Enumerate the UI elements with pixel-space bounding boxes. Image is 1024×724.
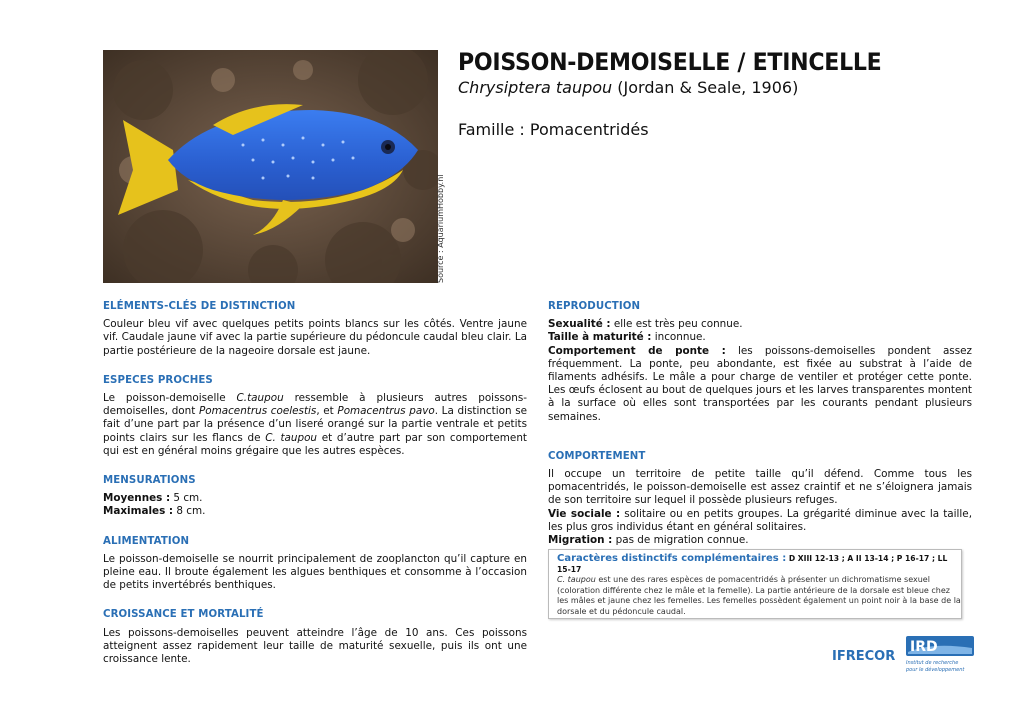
section-especes xyxy=(103,374,527,458)
section-heading: COMPORTEMENT xyxy=(548,450,646,462)
section-heading: ELÉMENTS-CLÉS DE DISTINCTION xyxy=(103,301,296,312)
ifrecor-logo: IFRECOR xyxy=(832,649,896,664)
svg-text:pour le développement: pour le développement xyxy=(906,667,965,673)
box-counts: D XIII 12-13 ; A II 13-14 ; P 16-17 ; LL 15-17 xyxy=(557,554,948,574)
photo-source-credit: Source : AquariumHobby.nl xyxy=(436,174,445,283)
box-title: Caractères distinctifs complémentaires : xyxy=(557,553,787,564)
right-column xyxy=(548,300,972,563)
section-heading: REPRODUCTION xyxy=(548,301,641,312)
section-text: Les poissons-demoiselles peuvent atteindre l’âge de 10 ans. Ces poissons atteignent assez rapidement leur taille de maturité sexuelle, puis ils ont une croissance lente. xyxy=(103,626,527,666)
section-text: Il occupe un territoire de petite taille qu’il défend. Comme tous les pomacentridés, le poisson-demoiselle est assez craintif et ne s’éloignera jamais de son territoire sur lequel il possède plusieurs refuges. Vie sociale : solitaire ou en petits groupes. La grégarité diminue avec la taille, les plus gros individus étant en général solitaires. Migration : pas de migration connue. xyxy=(548,468,972,547)
section-heading: CROISSANCE ET MORTALITÉ xyxy=(103,609,264,621)
complementary-characters-box xyxy=(548,549,962,619)
box-text: est une des rares espèces de pomacentridés à présenter un dichromatisme sexuel (coloration différente chez le mâle et la femelle). La partie antérieure de la dorsale est bleue chez les mâles et jaune chez les femelles. Les femelles possèdent également un point noir à la base de la dorsale et du pédoncule caudal. xyxy=(557,575,961,616)
logos xyxy=(832,634,977,676)
section-reproduction xyxy=(548,300,972,424)
ird-logo xyxy=(905,636,974,673)
page-title: POISSON-DEMOISELLE / ETINCELLE xyxy=(458,48,882,76)
section-text: Le poisson-demoiselle se nourrit principalement de zooplancton qu’il capture en pleine eau. Il broute également les algues benthiques et consomme à l’occasion de petits invertébrés benthiques. xyxy=(103,552,527,592)
species-author: (Jordan & Seale, 1906) xyxy=(617,78,799,97)
section-text: Moyennes : 5 cm. Maximales : 8 cm. xyxy=(103,492,206,518)
family-label: Famille : Pomacentridés xyxy=(458,120,649,139)
fish-illustration xyxy=(103,50,438,283)
species-name: Chrysiptera taupou xyxy=(458,78,613,97)
svg-text:IRD: IRD xyxy=(910,639,938,655)
section-text: Le poisson-demoiselle C.taupou ressemble à plusieurs autres poissons-demoiselles, dont Pomacentrus coelestis, et Pomacentrus pavo. La distinction se fait d’une part par la présence d’un liseré orangé sur la partie ventrale et petits points clairs sur les flancs de C. taupou et d’autre part par son comportement qui est en général moins grégaire que les autres espèces. xyxy=(103,392,528,457)
section-alimentation xyxy=(103,535,527,593)
section-mensurations xyxy=(103,474,527,519)
section-text: Sexualité : elle est très peu connue. Taille à maturité : inconnue. Comportement de ponte : les poissons-demoiselles pondent assez fréquemment. La ponte, peu abondante, est fixée au substrat à l’aide de filaments adhésifs. Le mâle a pour charge de ventiler et protéger cette ponte. Les œufs éclosent au bout de quelques jours et les larves transparentes montent à la surface où elles sont transportées par les courants pendant plusieurs semaines. xyxy=(548,318,972,423)
svg-text:Institut de recherche: Institut de recherche xyxy=(906,660,959,666)
section-text: Couleur bleu vif avec quelques petits points blancs sur les côtés. Ventre jaune vif. Caudale jaune vif avec la partie supérieure du pédoncule caudal bleu clair. La partie postérieure de la nageoire dorsale est jaune. xyxy=(103,318,527,357)
section-croissance xyxy=(103,608,527,666)
section-heading: ESPECES PROCHES xyxy=(103,374,213,386)
section-heading: MENSURATIONS xyxy=(103,475,196,487)
section-comportement xyxy=(548,450,972,547)
scientific-name xyxy=(458,78,798,97)
box-species: C. taupou xyxy=(557,575,596,585)
section-distinction xyxy=(103,300,527,358)
fish-photo xyxy=(103,50,438,283)
left-column xyxy=(103,300,527,682)
section-heading: ALIMENTATION xyxy=(103,535,190,547)
